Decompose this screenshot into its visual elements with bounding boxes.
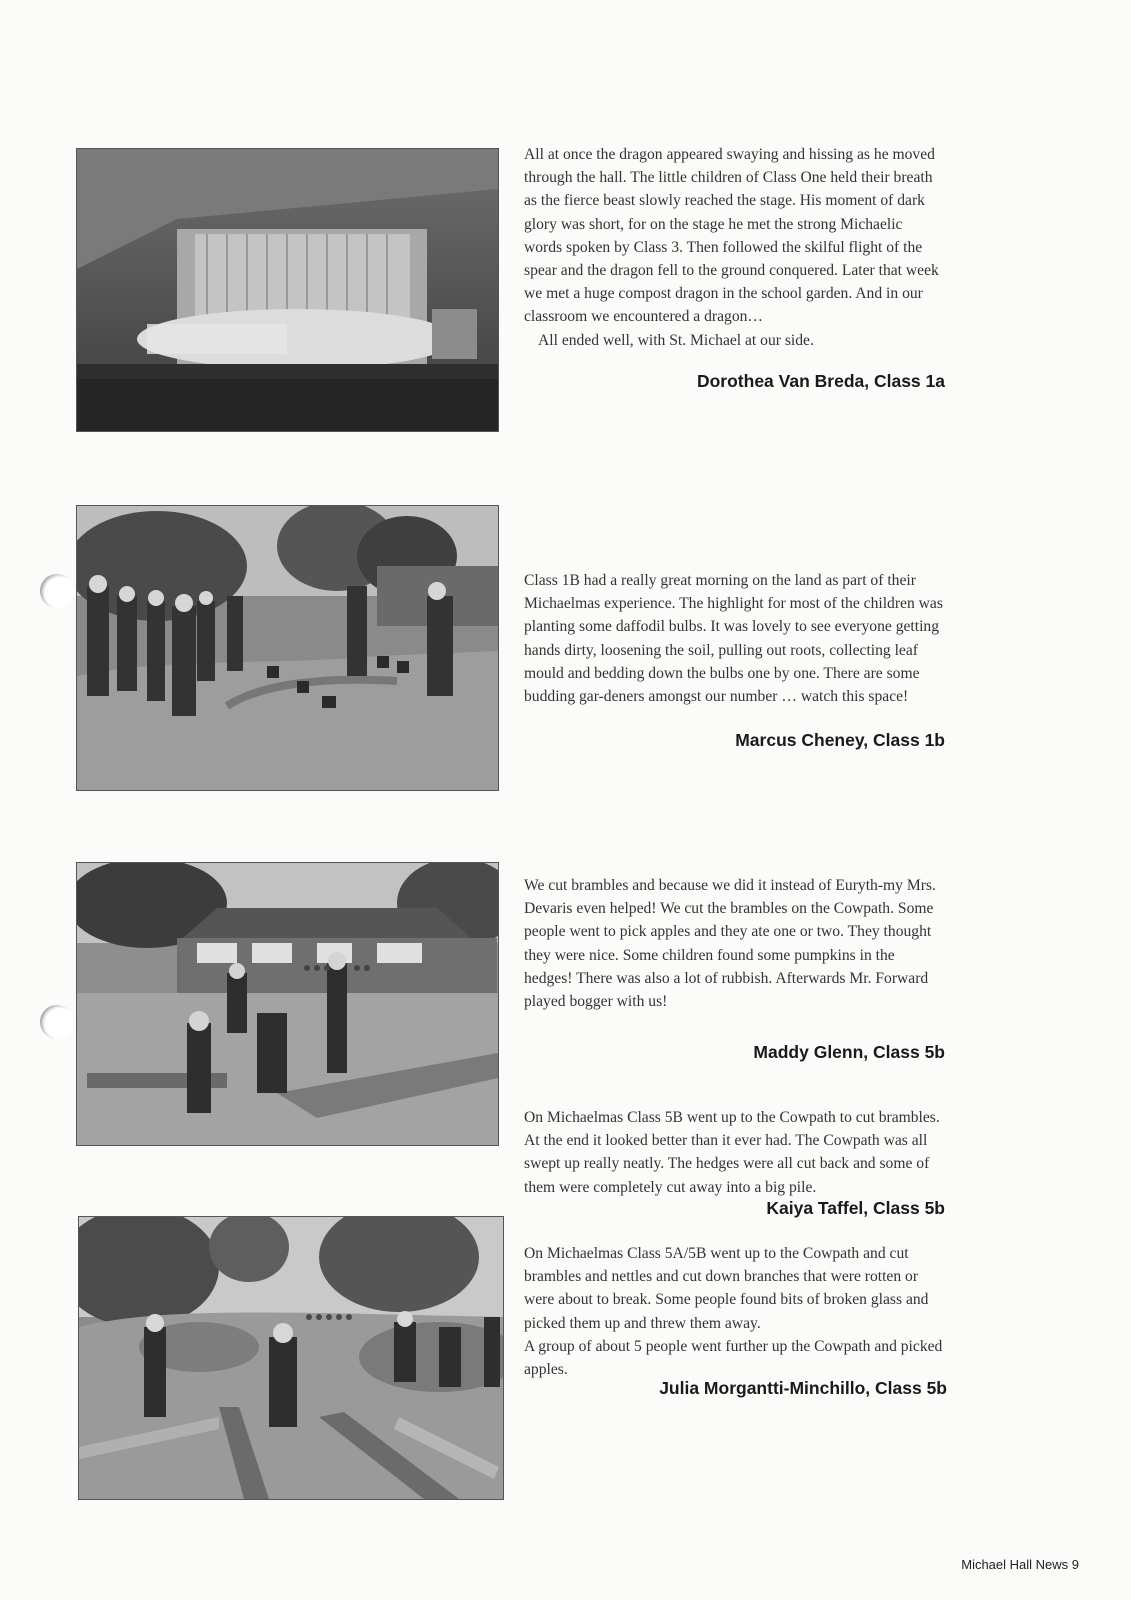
article-4-byline: Kaiya Taffel, Class 5b [766,1198,945,1218]
article-4-text: On Michaelmas Class 5B went up to the Cowpath to cut brambles. At the end it looked better than it ever had. The Cowpath was all swept up really neatly. The hedges were all cut back and some of them were completely cut away into a big pile. [524,1109,940,1196]
photo-cowpath-wheelbarrows [78,1216,504,1500]
article-2-text: Class 1B had a really great morning on the land as part of their Michaelmas experience. The highlight for most of the children was planting some daffodil bulbs. It was lovely to see everyone getting hands dirty, loosening the soil, pulling out roots, collecting leaf mould and bedding down the bulbs one by one. There are some budding gar-deners amongst our number … watch this space! [524,572,943,706]
article-1-byline: Dorothea Van Breda, Class 1a [696,371,945,391]
article-2-byline: Marcus Cheney, Class 1b [735,730,945,750]
article-5-byline: Julia Morgantti-Minchillo, Class 5b [659,1378,947,1398]
photo-cutting-brambles [76,862,499,1146]
article-3-text: We cut brambles and because we did it instead of Euryth-my Mrs. Devaris even helped! We cut the brambles on the Cowpath. Some people went to pick apples and they ate one or two. They thought they were nice. Some children found some pumpkins in the hedges! There was also a lot of rubbish. Afterwards Mr. Forward played bogger with us! [524,877,936,1011]
article-1-closing-line: All ended well, with St. Michael at our side. [538,331,814,349]
punch-hole-bottom [40,1005,74,1039]
photo-planting-bulbs [76,505,499,791]
photo-stage-performance [76,148,499,432]
punch-hole-top [40,574,74,608]
article-1-text: All at once the dragon appeared swaying and hissing as he moved through the hall. The little children of Class One held their breath as the fierce beast slowly reached the stage. His moment of dark glory was short, for on the stage he met the strong Michaelic words spoken by Class 3. Then followed the skilful flight of the spear and the dragon fell to the ground conquered. Later that week we met a huge compost dragon in the school garden. And in our classroom we encountered a dragon… All ended well, with St. Michael at our side. [524,146,939,349]
page-footer: Michael Hall News 9 [961,1557,1079,1572]
article-3-byline: Maddy Glenn, Class 5b [753,1042,945,1062]
article-5-closing-line: A group of about 5 people went further up the Cowpath and picked apples. [524,1337,943,1379]
article-5-text: On Michaelmas Class 5A/5B went up to the Cowpath and cut brambles and nettles and cut down branches that were rotten or were about to break. Some people found bits of broken glass and picked them up and threw them away. A group of about 5 people went further up the Cowpath and picked apples. [524,1245,943,1379]
